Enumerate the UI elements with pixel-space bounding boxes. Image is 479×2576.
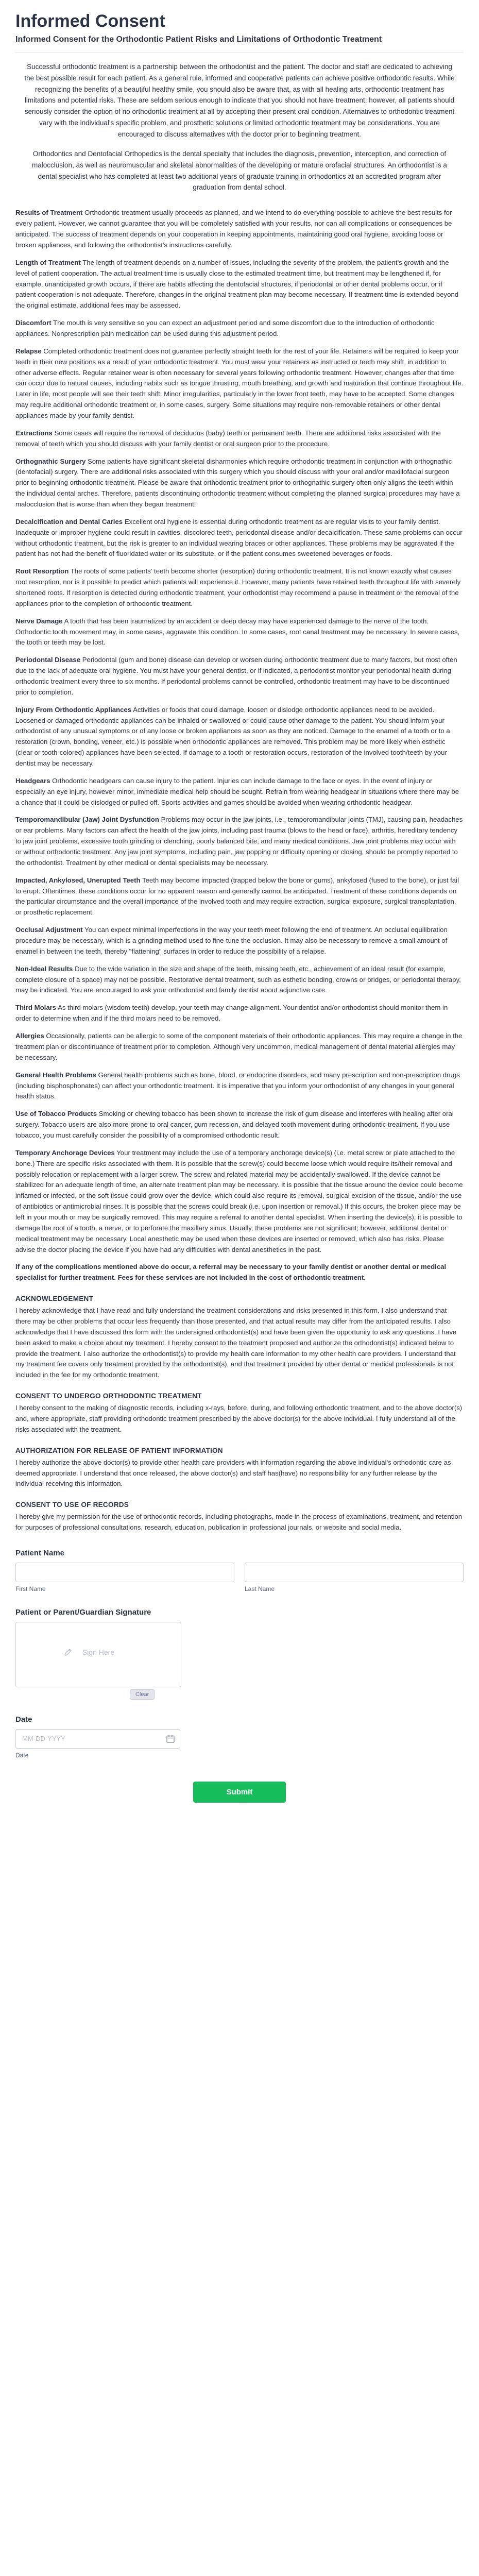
first-name-sublabel: First Name [15,1585,46,1592]
risk-section-heading: Temporary Anchorage Devices [15,1148,115,1157]
risk-section-heading: Injury From Orthodontic Appliances [15,705,132,714]
patient-name-label: Patient Name [15,1549,65,1557]
risk-section-heading: Use of Tobacco Products [15,1110,97,1118]
risk-section-text: Your treatment may include the use of a temporary anchorage device(s) (i.e. metal screw or plate attached to the bone.) There are specific risks associated with them. It is possible that the screw(s) could become loose which would require its/their removal and possibly relocation or replacement with a larger screw. The screw and related material may be accidentally swallowed. If the device cannot be stabilized for an adequate length of time, an alternate treatment plan may be necessary. It is possible that the tissue around the device could become inflamed or infected, or the soft tissue could grow over the device, which could also require its removal, surgical excision of the tissue, and/or the use of antibiotics or antimicrobial rinses. It is possible that the screws could break (i.e. upon insertion or removal.) If this occurs, the broken piece may be left in your mouth or may be surgically removed. This may require a referral to another dental specialist. When inserting the device(s), it is possible to damage the root of a tooth, a nerve, or to perforate the maxillary sinus. Usually, these problems are not significant; however, additional dental or medical treatment may be necessary. Local anesthetic may be used when these devices are inserted or removed, which also has risks. Please advise the doctor placing the device if you have had any difficulties with dental anesthetics in the past. [15,1148,463,1253]
risk-section-text: Occasionally, patients can be allergic to some of the component materials of their orthodontic appliances. This may require a change in the treatment plan or discontinuance of treatment prior to completion. Although very uncommon, medical management of dental material allergies may be necessary. [15,1032,463,1061]
risk-section-heading: Discomfort [15,319,52,327]
risk-section-heading: Length of Treatment [15,258,81,266]
risk-section-heading: Orthognathic Surgery [15,457,86,465]
risk-section-text: Activities or foods that could damage, loosen or dislodge orthodontic appliances need to be avoided. Loosened or damaged orthodontic appliances can be inhaled or swallowed or could cause other damage to the patient. You should inform your orthodontist of any unusual symptoms or of any loose or broken appliances as soon as they are noticed. Damage to the enamel of a tooth or to a restoration (crown, bonding, veneer, etc.) is possible when orthodontic appliances are removed. This problem may be more likely when esthetic (clear or tooth-colored) appliances have been selected. If damage to a tooth or restoration occurs, restoration of the involved tooth/teeth by your dentist may be necessary. [15,705,450,768]
risk-section-text: The roots of some patients' teeth become shorter (resorption) during orthodontic treatment. It is not known exactly what causes root resorption, nor is it possible to predict which patients will experience it. However, many patients have retained teeth throughout life with severely shortened roots. If resorption is detected during orthodontic treatment, your orthodontist may recommend a pause in treatment or the removal of the appliances prior to the completion of orthodontic treatment. [15,567,461,607]
risk-section-text: Orthodontic treatment usually proceeds as planned, and we intend to do everything possible to achieve the best results for every patient. However, we cannot guarantee that you will be completely satisfied with your results, nor can all complications or consequences be anticipated. The success of treatment depends on your cooperation in keeping appointments, maintaining good oral hygiene, avoiding loose or broken appliances, and following the orthodontist's instructions carefully. [15,209,452,249]
intro-paragraph: Orthodontics and Dentofacial Orthopedics is the dental specialty that includes the diagnosis, prevention, interception, and correction of malocclusion, as well as neuromuscular and skeletal abnormalities of the developing or mature orofacial structures. An orthodontist is a dental specialist who has completed at least two additional years of graduate training in orthodontics at an accredited program after graduation from dental school. [32,149,447,192]
risk-section-text: Orthodontic headgears can cause injury to the patient. Injuries can include damage to the face or eyes. In the event of injury or especially an eye injury, however minor, immediate medical help should be sought. Refrain from wearing headgear in situations where there may be a chance that it could be dislodged or pulled off. Sports activities and games should be avoided when wearing orthodontic headgear. [15,776,459,806]
risk-section [15,456,464,510]
risk-section [15,1003,464,1024]
risk-section-heading: Root Resorption [15,567,69,575]
consent-treatment-heading: CONSENT TO UNDERGO ORTHODONTIC TREATMENT [15,1392,202,1400]
risk-section [15,1070,464,1103]
risk-section-text: Completed orthodontic treatment does not guarantee perfectly straight teeth for the rest of your life. Retainers will be required to keep your teeth in their new positions as a result of your orthodontic treatment. You must wear your retainers as instructed or teeth may shift, in addition to other adverse effects. Regular retainer wear is often necessary for several years following orthodontic treatment. However, changes after that time can occur due to natural causes, including habits such as tongue thrusting, mouth breathing, and growth and maturation that continue throughout life. Later in life, most people will see their teeth shift. Minor irregularities, particularly in the lower front teeth, may have to be accepted. Some changes may require additional orthodontic treatment or, in some cases, surgery. Some situations may require non-removable retainers or other dental appliances made by your family dentist. [15,347,464,419]
referral-warning: If any of the complications mentioned above do occur, a referral may be necessary to your family dentist or another dental or medical specialist for further treatment. Fees for these services are not included in the cost of orthodontic treatment. [15,1263,447,1282]
risk-section-heading: Nerve Damage [15,617,63,625]
risk-section [15,566,464,609]
first-name-input[interactable] [15,1563,234,1582]
risk-section [15,1109,464,1141]
submit-row [15,1782,464,1803]
form-subtitle: Informed Consent for the Orthodontic Patient Risks and Limitations of Orthodontic Treatment [15,35,382,44]
risk-section-heading: Occlusal Adjustment [15,926,83,934]
authorization-text: I hereby authorize the above doctor(s) to provide other health care providers with information regarding the above individual's orthodontic care as deemed appropriate. I understand that once released, the above doctor(s) and staff has(have) no responsibility for any further release by the individual receiving this information. [15,1458,451,1488]
form-title: Informed Consent [15,11,165,31]
risk-section [15,705,464,769]
risk-section [15,1031,464,1063]
risk-section [15,655,464,698]
risk-section [15,517,464,560]
risk-section-text: You can expect minimal imperfections in the way your teeth meet following the end of treatment. An occlusal equilibration procedure may be necessary, which is a grinding method used to fine-tune the occlusion. It may also be necessary to remove a small amount of enamel in between the teeth, thereby "flattening" surfaces in order to reduce the possibility of a relapse. [15,926,448,955]
risk-section-text: The length of treatment depends on a number of issues, including the severity of the problem, the patient's growth and the level of patient cooperation. The actual treatment time is usually close to the estimated treatment time, but treatment may be lengthened if, for example, unanticipated growth occurs, if there are habits affecting the dentofacial structures, if periodontal or other dental problems occur, or if patient cooperation is not adequate. Therefore, changes in the original treatment plan may become necessary. If treatment time is extended beyond the original estimate, additional fees may be assessed. [15,258,459,310]
risk-section-heading: Temporomandibular (Jaw) Joint Dysfunction [15,816,159,824]
records-text: I hereby give my permission for the use of orthodontic records, including photographs, made in the process of examinations, treatment, and retention for purposes of professional consultations, research, education, publication in professional journals, or website and social media. [15,1513,463,1532]
risk-section [15,318,464,340]
first-name-group [15,1563,234,1592]
last-name-input[interactable] [245,1563,464,1582]
risk-section-text: As third molars (wisdom teeth) develop, your teeth may change alignment. Your dentist and/or orthodontist should monitor them in order to determine when and if the third molars need to be removed. [15,1004,448,1023]
risk-section [15,616,464,649]
clear-signature-button[interactable]: Clear [130,1689,155,1700]
authorization-heading: AUTHORIZATION FOR RELEASE OF PATIENT INFORMATION [15,1446,223,1454]
last-name-sublabel: Last Name [245,1585,275,1592]
date-sublabel: Date [15,1752,29,1759]
risk-section [15,925,464,957]
date-label: Date [15,1715,32,1724]
signature-hint: Sign Here [82,1648,115,1656]
risk-section-heading: Decalcification and Dental Caries [15,517,123,526]
risk-section-heading: General Health Problems [15,1071,96,1079]
intro-paragraph: Successful orthodontic treatment is a partnership between the orthodontist and the patient. The doctor and staff are dedicated to achieving the best possible result for each patient. As a general rule, informed and cooperative patients can achieve positive orthodontic results. While recognizing the benefits of a beautiful healthy smile, you should also be aware that, as with all healing arts, orthodontic treatment has limitations and potential risks. These are seldom serious enough to indicate that you should not have treatment; however, all patients should seriously consider the option of no orthodontic treatment at all by accepting their present oral condition. Alternatives to orthodontic treatment vary with the individual's specific problem, and prosthetic solutions or limited orthodontic treatment may be considerations. You are encouraged to discuss alternatives with the doctor prior to beginning treatment. [24,62,455,139]
risk-section-heading: Results of Treatment [15,209,83,217]
acknowledgement-heading: ACKNOWLEDGEMENT [15,1295,94,1303]
risk-section [15,875,464,918]
date-input[interactable]: MM-DD-YYYY [15,1729,180,1749]
risk-section-text: Problems may occur in the jaw joints, i.e., temporomandibular joints (TMJ), causing pain, headaches or ear problems. Many factors can affect the health of the jaw joints, including past trauma (blows to the head or face), arthritis, hereditary tendency to jaw joint problems, excessive tooth grinding or clenching, poorly balanced bite, and many medical conditions. Jaw joint problems may occur with or without orthodontic treatment. Any jaw joint symptoms, including pain, jaw popping or difficulty opening or closing, should be promptly reported to the orthodontist. Treatment by other medical or dental specialists may be necessary. [15,816,463,867]
submit-button[interactable]: Submit [193,1782,286,1803]
risk-section-text: Some cases will require the removal of deciduous (baby) teeth or permanent teeth. There are additional risks associated with the removal of teeth which you should discuss with your family dentist or oral surgeon prior to the procedure. [15,429,441,448]
risk-section-heading: Periodontal Disease [15,656,81,664]
patient-name-row [15,1563,464,1592]
records-heading: CONSENT TO USE OF RECORDS [15,1501,129,1509]
risk-section-text: General health problems such as bone, blood, or endocrine disorders, and many prescription and non-prescription drugs (including bisphosphonates) can affect your orthodontic treatment. It is imperative that you inform your orthodontist of any changes in your general health status. [15,1071,460,1100]
risk-section [15,815,464,868]
risk-section-text: Some patients have significant skeletal disharmonies which require orthodontic treatment in conjunction with orthognathic (dentofacial) surgery. There are additional risks associated with this surgery which you should discuss with your oral and/or maxillofacial surgeon prior to beginning orthodontic treatment. Please be aware that orthodontic treatment prior to orthognathic surgery often only aligns the teeth within the individual dental arches. Therefore, patients discontinuing orthodontic treatment without completing the planned surgical procedures may have a malocclusion that is worse than when they began treatment! [15,457,460,508]
risk-section [15,964,464,996]
signature-label: Patient or Parent/Guardian Signature [15,1608,151,1617]
consent-treatment-text: I hereby consent to the making of diagnostic records, including x-rays, before, during, and following orthodontic treatment, and to the above doctor(s) and, where appropriate, staff providing orthodontic treatment prescribed by the above doctor(s) for the above individual. I fully understand all of the risks associated with the treatment. [15,1404,463,1433]
risk-section [15,428,464,450]
risk-section [15,1148,464,1256]
risk-section-text: Excellent oral hygiene is essential during orthodontic treatment as are regular visits to your family dentist. Inadequate or improper hygiene could result in cavities, discolored teeth, periodontal disease and/or decalcification. These same problems can occur without orthodontic treatment, but the risk is greater to an individual wearing braces or other appliances. These problems may be aggravated if the patient has not had the benefit of fluoridated water or its substitute, or if the patient consumes sweetened beverages or foods. [15,517,463,558]
risk-section [15,776,464,808]
risk-section-heading: Headgears [15,776,50,785]
signature-pad[interactable] [15,1622,181,1687]
calendar-icon[interactable] [166,1734,175,1743]
risk-section-text: Due to the wide variation in the size and shape of the teeth, missing teeth, etc., achievement of an ideal result (for example, complete closure of a space) may not be possible. Restorative dental treatment, such as esthetic bonding, crowns or bridges, or periodontal therapy, may be indicated. You are encouraged to ask your orthodontist and family dentist about adjunctive care. [15,964,461,994]
risk-section-heading: Extractions [15,429,53,437]
risk-section-text: A tooth that has been traumatized by an accident or deep decay may have experienced damage to the nerve of the tooth. Orthodontic tooth movement may, in some cases, aggravate this condition. In some cases, root canal treatment may be necessary. In severe cases, the tooth or teeth may be lost. [15,617,460,647]
risk-section-text: Smoking or chewing tobacco has been shown to increase the risk of gum disease and interferes with healing after oral surgery. Tobacco users are also more prone to oral cancer, gum recession, and delayed tooth movement during orthodontic treatment. If you use tobacco, you must carefully consider the possibility of a compromised orthodontic result. [15,1110,454,1139]
risk-section [15,346,464,421]
risk-section-heading: Relapse [15,347,42,355]
acknowledgement-text: I hereby acknowledge that I have read and fully understand the treatment considerations and risks presented in this form. I also understand that there may be other problems that occur less frequently than those presented, and that actual results may differ from the anticipated results. I also acknowledge that I have discussed this form with the undersigned orthodontist(s) and have been given the opportunity to ask any questions. I have been asked to make a choice about my treatment. I hereby consent to the treatment proposed and authorize the orthodontist(s) indicated below to provide the treatment. I also authorize the orthodontist(s) to provide my health care information to my other health care providers. I understand that my treatment fee covers only treatment provided by the orthodontist(s), and that treatment provided by other dental or medical professionals is not included in the fee for my orthodontic treatment. [15,1307,457,1379]
risk-section [15,208,464,250]
risk-section-heading: Non-Ideal Results [15,964,73,973]
risk-section [15,258,464,311]
risk-section-heading: Impacted, Ankylosed, Unerupted Teeth [15,876,141,884]
risk-section-text: Teeth may become impacted (trapped below the bone or gums), ankylosed (fused to the bone), or just fail to erupt. Oftentimes, these conditions occur for no apparent reason and generally cannot be anticipated. Treatment of these conditions depends on the particular circumstance and the overall importance of the involved tooth and may require extraction, surgical exposure, surgical transplantation, or prosthetic replacement. [15,876,459,917]
date-field [15,1729,180,1759]
risk-section-text: Periodontal (gum and bone) disease can develop or worsen during orthodontic treatment due to many factors, but most often due to the lack of adequate oral hygiene. You must have your general dentist, or if indicated, a periodontist monitor your periodontal health during orthodontic treatment every three to six months. If periodontal problems cannot be controlled, orthodontic treatment may have to be discontinued prior to completion. [15,656,457,696]
risk-section-heading: Allergies [15,1032,44,1040]
risk-section-heading: Third Molars [15,1004,57,1012]
last-name-group [245,1563,464,1592]
risk-sections [15,208,464,1255]
risk-section-text: The mouth is very sensitive so you can expect an adjustment period and some discomfort due to the introduction of orthodontic appliances. Nonprescription pain medication can be used during this adjustment period. [15,319,435,337]
